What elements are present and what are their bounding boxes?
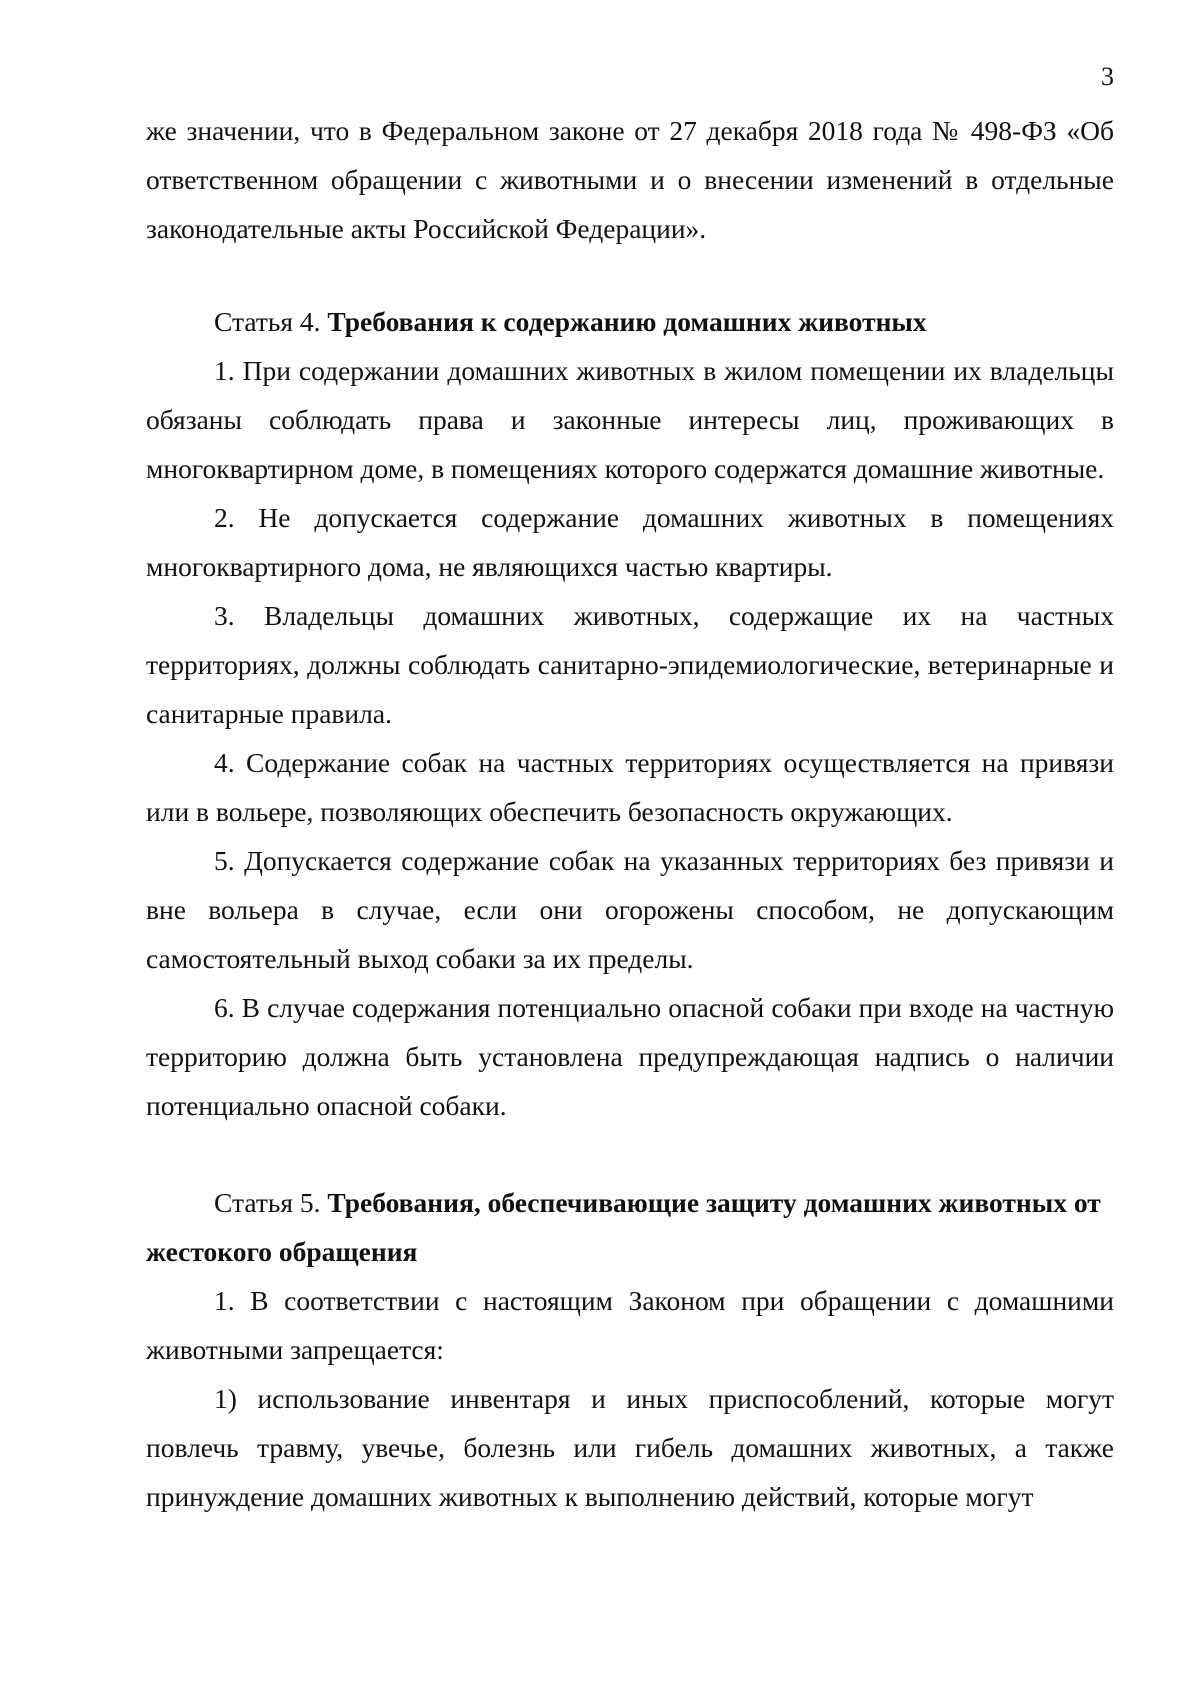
page-number: 3: [1101, 62, 1114, 91]
intro-paragraph: же значении, что в Федеральном законе от 27 декабря 2018 года № 498-ФЗ «Об ответственном обращении с животными и о внесении изменений в отдельные законодательные акты Российской Федерации».: [146, 115, 1114, 244]
section-spacer: [146, 1130, 1114, 1178]
article-4-item-3: 3. Владельцы домашних животных, содержащие их на частных территориях, должны соблюдать санитарно-эпидемиологические, ветеринарные и санитарные правила.: [146, 600, 1114, 729]
article-5-item-1-1: 1) использование инвентаря и иных приспособлений, которые могут повлечь травму, увечье, болезнь или гибель домашних животных, а также принуждение домашних животных к выполнению действий, которые могут: [146, 1383, 1114, 1512]
article-4-item-1: 1. При содержании домашних животных в жилом помещении их владельцы обязаны соблюдать права и законные интересы лиц, проживающих в многоквартирном доме, в помещениях которого содержатся домашние животные.: [146, 355, 1114, 484]
article-4-number: Статья 4.: [214, 306, 328, 337]
article-5-title: Требования, обеспечивающие защиту домашних животных от жестокого обращения: [146, 1187, 1101, 1267]
document-body: [146, 106, 1114, 1521]
section-spacer: [146, 253, 1114, 297]
article-4-item-6: 6. В случае содержания потенциально опасной собаки при входе на частную территорию должна быть установлена предупреждающая надпись о наличии потенциально опасной собаки.: [146, 992, 1114, 1121]
article-5-heading: [146, 1178, 1114, 1276]
article-5-item-1: 1. В соответствии с настоящим Законом при обращении с домашними животными запрещается:: [146, 1285, 1114, 1365]
article-4-heading: [146, 297, 1114, 346]
article-4-item-2: 2. Не допускается содержание домашних животных в помещениях многоквартирного дома, не являющихся частью квартиры.: [146, 502, 1114, 582]
article-4-item-4: 4. Содержание собак на частных территориях осуществляется на привязи или в вольере, позволяющих обеспечить безопасность окружающих.: [146, 747, 1114, 827]
article-4-title: Требования к содержанию домашних животных: [327, 306, 927, 337]
article-5-number: Статья 5.: [214, 1187, 328, 1218]
article-4-item-5: 5. Допускается содержание собак на указанных территориях без привязи и вне вольера в случае, если они огорожены способом, не допускающим самостоятельный выход собаки за их пределы.: [146, 845, 1114, 974]
